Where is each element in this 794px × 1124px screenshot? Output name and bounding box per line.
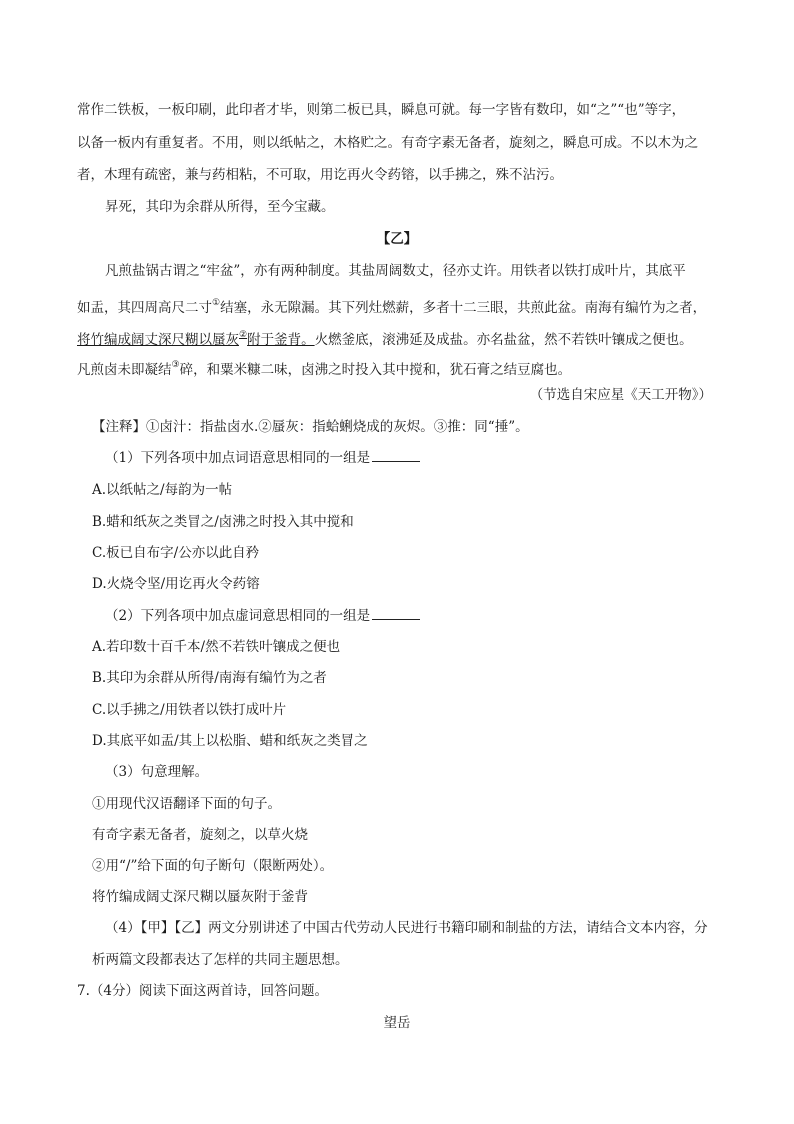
q7-stem: 7.（4分）阅读下面这两首诗，回答问题。 xyxy=(77,983,328,999)
q2-option-c: C.以手拂之/用铁者以铁打成叶片 xyxy=(92,702,287,718)
yi-line-2b: 结塞，永无隙漏。其下列灶燃薪，多者十二三眼，共煎此盆。南海有编竹为之者， xyxy=(220,300,707,316)
q3-sub-2-text: 将竹编成阔丈深尺糊以蜃灰附于釜背 xyxy=(92,889,308,905)
yi-line-3b: 火燃釜底，滚沸延及成盐。亦名盐盆，然不若铁叶镶成之便也。 xyxy=(314,332,693,348)
yi-line-1: 凡煎盐锅古谓之“牢盆”，亦有两种制度。其盐周阔数丈，径亦丈许。用铁者以铁打成叶片，其底平 xyxy=(105,263,686,279)
q2-option-b: B.其印为余群从所得/南海有编竹为之者 xyxy=(92,670,327,686)
yi-line-4 xyxy=(77,355,571,380)
note-marker-2: ② xyxy=(239,330,248,340)
q4-line-2: 析两篇文段都表达了怎样的共同主题思想。 xyxy=(92,952,349,968)
underlined-sentence-part-2: 附于釜背。 xyxy=(247,332,315,348)
notes: 【注释】①卤汁：指盐卤水.②蜃灰：指蛤蜊烧成的灰烬。③推：同“捶”。 xyxy=(92,419,529,435)
source-citation: （节选自宋应星《天工开物》） xyxy=(529,387,712,403)
jia-line-2: 以备一板内有重复者。不用，则以纸帖之，木格贮之。有奇字素无备者，旋刻之，瞬息可成。不以木为之 xyxy=(77,135,698,151)
q1-stem-text: （1）下列各项中加点词语意思相同的一组是 xyxy=(105,450,371,466)
jia-line-1: 常作二铁板，一板印刷，此印者才毕，则第二板已具，瞬息可就。每一字皆有数印，如“之”“也”等字， xyxy=(77,102,686,118)
poem-title: 望岳 xyxy=(383,1015,411,1031)
q3-sub-1-text: 有奇字素无备者，旋刻之，以草火烧 xyxy=(92,827,308,843)
yi-line-4a: 凡煎卤未即凝结 xyxy=(77,362,172,378)
yi-line-2 xyxy=(77,293,706,318)
note-marker-1: ① xyxy=(212,298,221,308)
q1-option-a: A.以纸帖之/每韵为一帖 xyxy=(92,482,233,498)
yi-line-4b: 碎，和粟米糠二味，卤沸之时投入其中搅和，犹石膏之结豆腐也。 xyxy=(179,362,572,378)
q3-stem: （3）句意理解。 xyxy=(105,764,209,780)
answer-blank-2[interactable] xyxy=(372,607,420,620)
q2-stem-text: （2）下列各项中加点虚词意思相同的一组是 xyxy=(105,608,371,624)
q1-option-c: C.板已自布字/公亦以此自矜 xyxy=(92,545,260,561)
q3-sub-2: ②用“/”给下面的句子断句（限断两处）。 xyxy=(92,858,334,874)
yi-heading: 【乙】 xyxy=(376,231,418,247)
q3-sub-1: ①用现代汉语翻译下面的句子。 xyxy=(92,796,281,812)
q1-option-d: D.火烧令坚/用讫再火令药镕 xyxy=(92,576,260,592)
q2-option-a: A.若印数十百千本/然不若铁叶镶成之便也 xyxy=(92,639,341,655)
jia-line-4: 昇死，其印为余群从所得，至今宝藏。 xyxy=(105,199,335,215)
q2-option-d: D.其底平如盂/其上以松脂、蜡和纸灰之类冒之 xyxy=(92,733,368,749)
yi-line-2a: 如盂，其四周高尺二寸 xyxy=(77,300,212,316)
jia-line-3: 者，木理有疏密，兼与药相粘，不可取，用讫再火令药镕，以手拂之，殊不沾污。 xyxy=(77,167,563,183)
q4-line-1: （4）【甲】【乙】两文分别讲述了中国古代劳动人民进行书籍印刷和制盐的方法，请结合文本内容，分 xyxy=(105,920,708,936)
q2-stem xyxy=(105,606,420,626)
yi-line-3 xyxy=(77,325,693,350)
q1-stem xyxy=(105,448,420,468)
underlined-sentence-part-1: 将竹编成阔丈深尺糊以蜃灰 xyxy=(77,332,239,348)
q1-option-b: B.蜡和纸灰之类冒之/卤沸之时投入其中搅和 xyxy=(92,514,354,530)
answer-blank-1[interactable] xyxy=(372,449,420,462)
note-marker-3: ③ xyxy=(171,360,180,370)
